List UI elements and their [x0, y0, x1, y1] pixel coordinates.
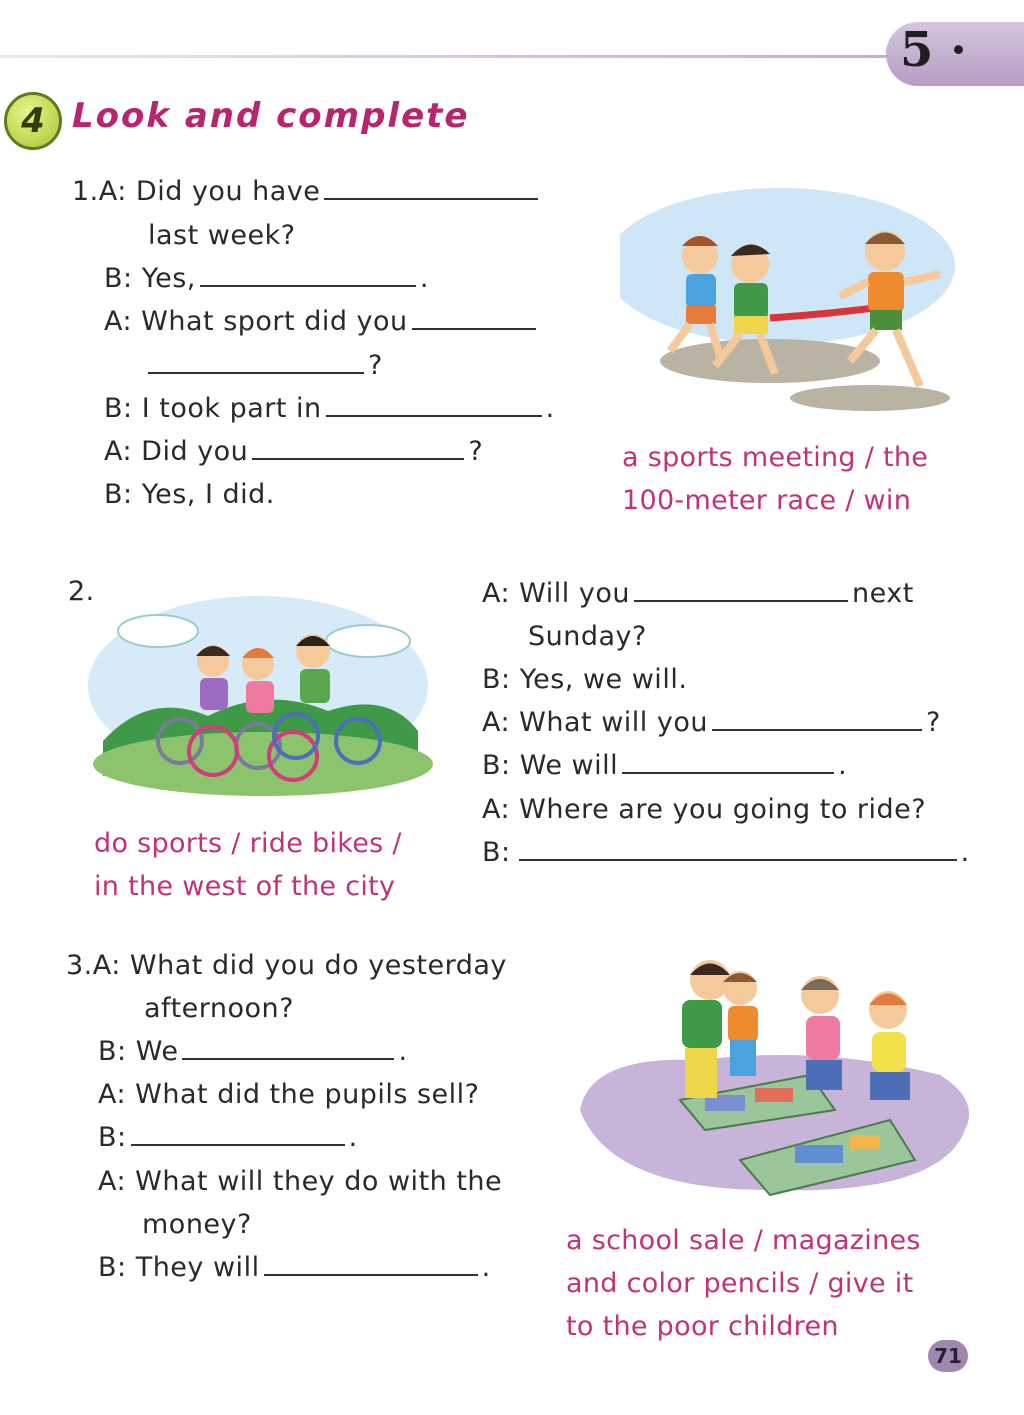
q3-hint-line-2: and color pencils / give it [566, 1268, 914, 1299]
q1-line-6: B: I took part in . [104, 393, 555, 424]
unit-marker: 5 · [900, 22, 967, 78]
school-sale-illustration [570, 960, 980, 1205]
q2-line-4: A: What will you ? [482, 707, 941, 738]
answer-blank[interactable] [252, 436, 464, 460]
answer-blank[interactable] [264, 1252, 478, 1276]
q3-line-5: B: . [98, 1122, 358, 1153]
q1-line-5: ? [144, 350, 383, 382]
q3-line-1: 3.A: What did you do yesterday [66, 950, 507, 981]
answer-blank[interactable] [131, 1122, 345, 1146]
q2-line-6: A: Where are you going to ride? [482, 794, 927, 825]
q1-hint-line-1: a sports meeting / the [622, 442, 929, 473]
q1-hint-line-2: 100-meter race / win [622, 485, 912, 516]
q3-line-6: A: What will they do with the [98, 1166, 503, 1197]
q2-line-7: B: . [482, 837, 970, 868]
q2-line-1: A: Will you next [482, 578, 914, 609]
exercise-number-badge: 4 [4, 92, 62, 150]
q2-line-3: B: Yes, we will. [482, 664, 688, 695]
answer-blank[interactable] [412, 306, 536, 330]
q1-line-8: B: Yes, I did. [104, 479, 275, 510]
q1-line-2: last week? [148, 220, 296, 251]
answer-blank[interactable] [182, 1036, 394, 1060]
q2-line-2: Sunday? [528, 621, 647, 652]
q3-line-7: money? [142, 1209, 252, 1240]
q3-line-2: afternoon? [144, 993, 294, 1024]
q1-line-4: A: What sport did you [104, 306, 540, 338]
q1-line-3: B: Yes, . [104, 263, 429, 294]
q3-hint-line-1: a school sale / magazines [566, 1225, 921, 1256]
q3-line-4: A: What did the pupils sell? [98, 1079, 480, 1110]
race-illustration [620, 186, 980, 416]
bikes-illustration [88, 596, 438, 801]
q3-hint-line-3: to the poor children [566, 1311, 839, 1342]
answer-blank[interactable] [634, 578, 848, 602]
q1-line-7: A: Did you ? [104, 436, 484, 467]
header-rule [0, 55, 900, 58]
answer-blank[interactable] [519, 837, 957, 861]
q3-line-3: B: We . [98, 1036, 408, 1067]
answer-blank[interactable] [324, 176, 538, 200]
q1-line-1: 1.A: Did you have [72, 176, 542, 208]
q2-number: 2. [68, 576, 95, 607]
q2-line-5: B: We will . [482, 750, 848, 781]
answer-blank[interactable] [148, 350, 364, 374]
q2-hint-line-2: in the west of the city [94, 871, 396, 902]
q2-hint-line-1: do sports / ride bikes / [94, 828, 402, 859]
answer-blank[interactable] [326, 393, 542, 417]
answer-blank[interactable] [712, 707, 922, 731]
q3-line-8: B: They will . [98, 1252, 491, 1283]
exercise-title: Look and complete [72, 96, 470, 136]
page-number: 71 [928, 1340, 968, 1372]
answer-blank[interactable] [622, 750, 834, 774]
answer-blank[interactable] [200, 263, 416, 287]
